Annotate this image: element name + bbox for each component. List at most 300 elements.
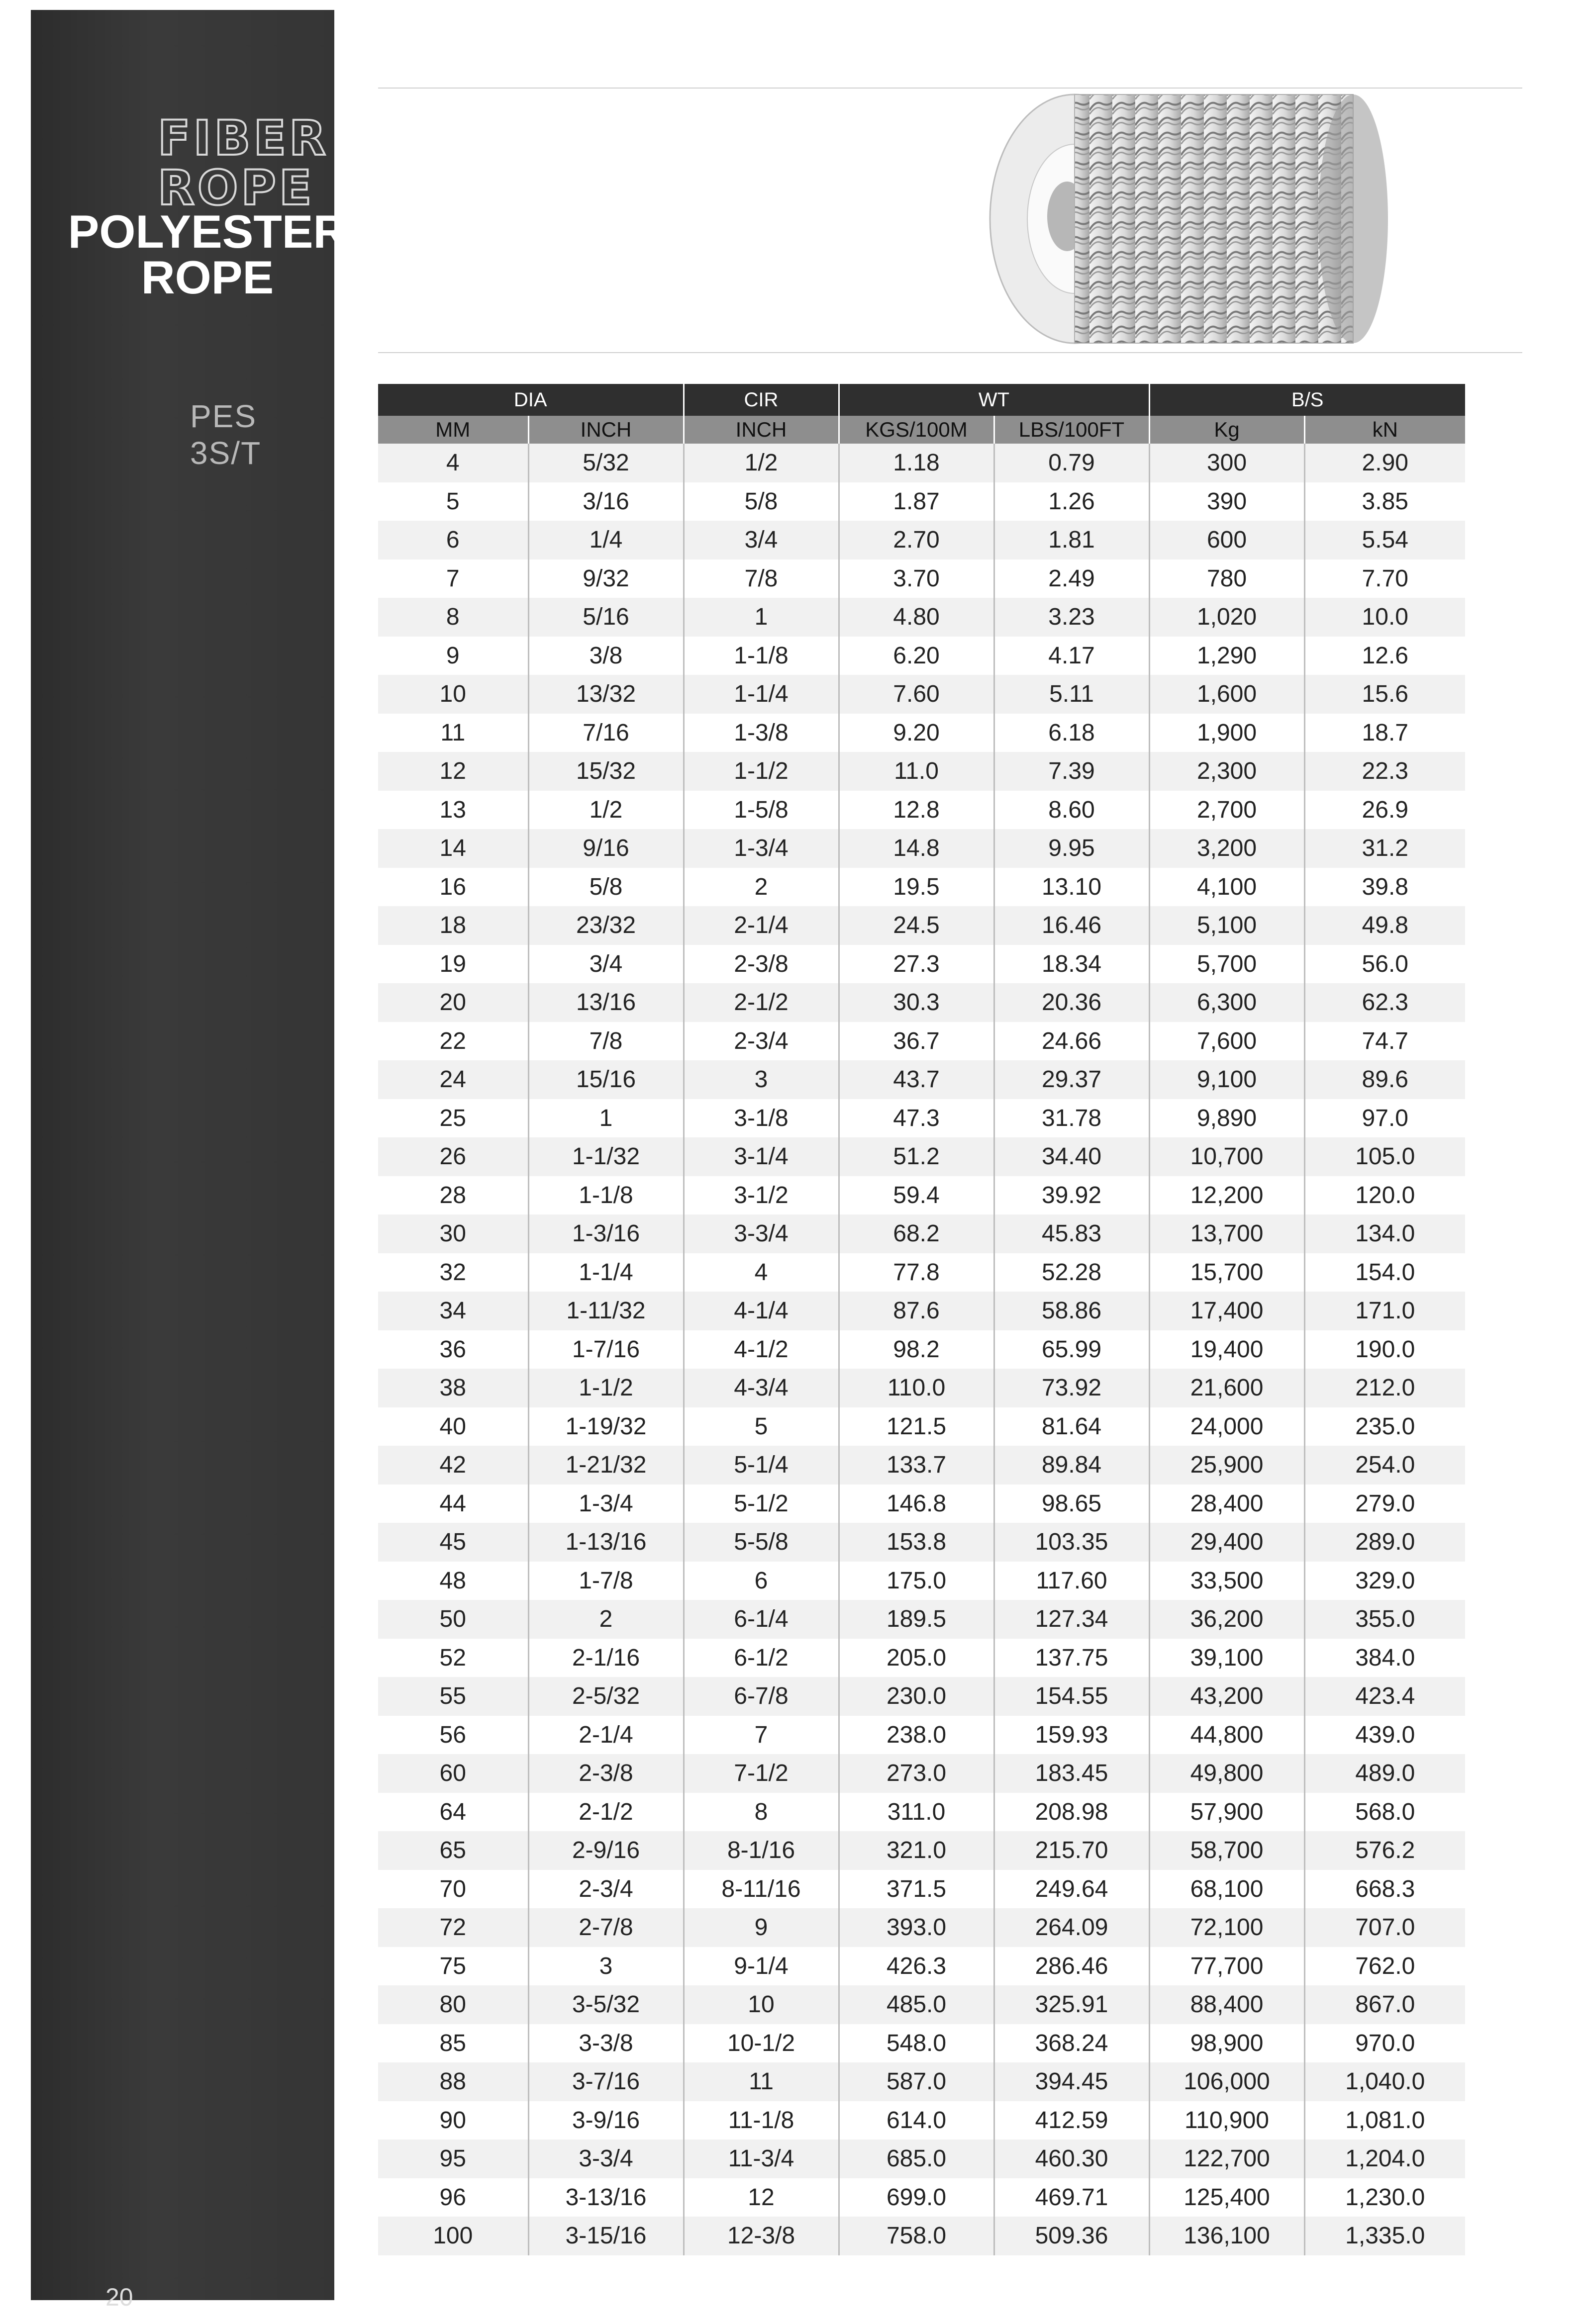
cell-mm: 25 bbox=[378, 1099, 528, 1138]
cell-mm: 13 bbox=[378, 791, 528, 830]
cell-lbs-100ft: 65.99 bbox=[994, 1330, 1149, 1369]
table-row bbox=[378, 1137, 1465, 1176]
cell-mm: 26 bbox=[378, 1137, 528, 1176]
cell-dia-inch: 2-5/32 bbox=[528, 1677, 684, 1716]
table-row bbox=[378, 2217, 1465, 2255]
cell-dia-inch: 15/16 bbox=[528, 1060, 684, 1099]
cell-mm: 32 bbox=[378, 1253, 528, 1292]
cell-mm: 5 bbox=[378, 482, 528, 521]
table-row bbox=[378, 1022, 1465, 1061]
table-row bbox=[378, 1831, 1465, 1870]
cell-cir-inch: 2 bbox=[684, 868, 839, 907]
page-title-line2: ROPE bbox=[141, 251, 274, 303]
cell-bs-kg: 1,600 bbox=[1149, 675, 1304, 714]
cell-kgs-100m: 146.8 bbox=[839, 1485, 994, 1523]
cell-lbs-100ft: 215.70 bbox=[994, 1831, 1149, 1870]
cell-bs-kn: 489.0 bbox=[1304, 1754, 1465, 1793]
cell-mm: 65 bbox=[378, 1831, 528, 1870]
cell-dia-inch: 2-1/2 bbox=[528, 1793, 684, 1832]
cell-cir-inch: 1 bbox=[684, 598, 839, 637]
cell-bs-kn: 171.0 bbox=[1304, 1292, 1465, 1330]
cell-lbs-100ft: 13.10 bbox=[994, 868, 1149, 907]
cell-mm: 34 bbox=[378, 1292, 528, 1330]
table-row bbox=[378, 1754, 1465, 1793]
cell-kgs-100m: 43.7 bbox=[839, 1060, 994, 1099]
cell-kgs-100m: 36.7 bbox=[839, 1022, 994, 1061]
table-row bbox=[378, 1485, 1465, 1523]
cell-lbs-100ft: 0.79 bbox=[994, 444, 1149, 482]
cell-bs-kn: 31.2 bbox=[1304, 829, 1465, 868]
cell-bs-kg: 780 bbox=[1149, 559, 1304, 598]
cell-kgs-100m: 98.2 bbox=[839, 1330, 994, 1369]
cell-kgs-100m: 311.0 bbox=[839, 1793, 994, 1832]
cell-mm: 80 bbox=[378, 1985, 528, 2024]
cell-kgs-100m: 614.0 bbox=[839, 2101, 994, 2140]
cell-dia-inch: 15/32 bbox=[528, 752, 684, 791]
cell-kgs-100m: 1.18 bbox=[839, 444, 994, 482]
cell-mm: 11 bbox=[378, 714, 528, 752]
cell-lbs-100ft: 412.59 bbox=[994, 2101, 1149, 2140]
cell-lbs-100ft: 394.45 bbox=[994, 2062, 1149, 2101]
cell-dia-inch: 9/16 bbox=[528, 829, 684, 868]
cell-mm: 7 bbox=[378, 559, 528, 598]
cell-bs-kn: 762.0 bbox=[1304, 1947, 1465, 1986]
cell-dia-inch: 1-1/4 bbox=[528, 1253, 684, 1292]
cell-bs-kg: 17,400 bbox=[1149, 1292, 1304, 1330]
cell-cir-inch: 3-1/2 bbox=[684, 1176, 839, 1215]
cell-mm: 14 bbox=[378, 829, 528, 868]
cell-dia-inch: 3-3/4 bbox=[528, 2139, 684, 2178]
table-row bbox=[378, 1985, 1465, 2024]
cell-kgs-100m: 47.3 bbox=[839, 1099, 994, 1138]
table-row bbox=[378, 1099, 1465, 1138]
cell-kgs-100m: 133.7 bbox=[839, 1446, 994, 1485]
table-row bbox=[378, 945, 1465, 984]
cell-cir-inch: 10 bbox=[684, 1985, 839, 2024]
cell-cir-inch: 3 bbox=[684, 1060, 839, 1099]
cell-bs-kg: 9,890 bbox=[1149, 1099, 1304, 1138]
cell-bs-kg: 6,300 bbox=[1149, 983, 1304, 1022]
column-header-mm: MM bbox=[378, 416, 528, 444]
cell-cir-inch: 4-3/4 bbox=[684, 1369, 839, 1407]
dia-group-header: DIA bbox=[378, 384, 684, 416]
cell-cir-inch: 8-1/16 bbox=[684, 1831, 839, 1870]
cell-kgs-100m: 685.0 bbox=[839, 2139, 994, 2178]
cell-dia-inch: 3-5/32 bbox=[528, 1985, 684, 2024]
cell-bs-kn: 576.2 bbox=[1304, 1831, 1465, 1870]
cell-kgs-100m: 110.0 bbox=[839, 1369, 994, 1407]
cell-dia-inch: 2-7/8 bbox=[528, 1908, 684, 1947]
brand-logo-line1: FIBER bbox=[158, 110, 329, 166]
table-row bbox=[378, 2101, 1465, 2140]
cell-lbs-100ft: 103.35 bbox=[994, 1523, 1149, 1562]
cell-mm: 18 bbox=[378, 906, 528, 945]
cell-mm: 85 bbox=[378, 2024, 528, 2063]
cell-lbs-100ft: 73.92 bbox=[994, 1369, 1149, 1407]
cell-cir-inch: 7 bbox=[684, 1716, 839, 1755]
cell-kgs-100m: 758.0 bbox=[839, 2217, 994, 2255]
cell-bs-kg: 43,200 bbox=[1149, 1677, 1304, 1716]
cell-bs-kg: 25,900 bbox=[1149, 1446, 1304, 1485]
cell-kgs-100m: 12.8 bbox=[839, 791, 994, 830]
cell-mm: 64 bbox=[378, 1793, 528, 1832]
cell-lbs-100ft: 7.39 bbox=[994, 752, 1149, 791]
cell-bs-kn: 10.0 bbox=[1304, 598, 1465, 637]
cell-bs-kn: 254.0 bbox=[1304, 1446, 1465, 1485]
cell-dia-inch: 2-3/4 bbox=[528, 1870, 684, 1909]
cell-dia-inch: 7/8 bbox=[528, 1022, 684, 1061]
cell-bs-kg: 2,300 bbox=[1149, 752, 1304, 791]
table-row bbox=[378, 521, 1465, 559]
cell-cir-inch: 9-1/4 bbox=[684, 1947, 839, 1986]
cell-bs-kn: 120.0 bbox=[1304, 1176, 1465, 1215]
cell-cir-inch: 5 bbox=[684, 1407, 839, 1446]
cell-mm: 30 bbox=[378, 1214, 528, 1253]
cell-lbs-100ft: 249.64 bbox=[994, 1870, 1149, 1909]
table-row bbox=[378, 868, 1465, 907]
cell-kgs-100m: 153.8 bbox=[839, 1523, 994, 1562]
cell-kgs-100m: 393.0 bbox=[839, 1908, 994, 1947]
cell-mm: 9 bbox=[378, 637, 528, 675]
cell-lbs-100ft: 6.18 bbox=[994, 714, 1149, 752]
cell-bs-kg: 88,400 bbox=[1149, 1985, 1304, 2024]
table-row bbox=[378, 791, 1465, 830]
cell-mm: 22 bbox=[378, 1022, 528, 1061]
cell-cir-inch: 5-1/4 bbox=[684, 1446, 839, 1485]
cell-lbs-100ft: 1.81 bbox=[994, 521, 1149, 559]
cell-kgs-100m: 2.70 bbox=[839, 521, 994, 559]
cell-cir-inch: 6-7/8 bbox=[684, 1677, 839, 1716]
table-row bbox=[378, 675, 1465, 714]
column-header-kgs-100m: KGS/100M bbox=[839, 416, 994, 444]
cell-bs-kn: 1,204.0 bbox=[1304, 2139, 1465, 2178]
cell-bs-kg: 1,290 bbox=[1149, 637, 1304, 675]
table-row bbox=[378, 1639, 1465, 1677]
cell-bs-kn: 355.0 bbox=[1304, 1600, 1465, 1639]
cell-bs-kn: 970.0 bbox=[1304, 2024, 1465, 2063]
cell-dia-inch: 13/32 bbox=[528, 675, 684, 714]
page-title-line1: POLYESTER bbox=[68, 205, 347, 258]
cell-lbs-100ft: 39.92 bbox=[994, 1176, 1149, 1215]
cell-bs-kg: 1,900 bbox=[1149, 714, 1304, 752]
cell-cir-inch: 11-1/8 bbox=[684, 2101, 839, 2140]
cell-bs-kn: 74.7 bbox=[1304, 1022, 1465, 1061]
table-row bbox=[378, 1060, 1465, 1099]
cell-cir-inch: 11-3/4 bbox=[684, 2139, 839, 2178]
cell-cir-inch: 2-1/2 bbox=[684, 983, 839, 1022]
cell-bs-kg: 7,600 bbox=[1149, 1022, 1304, 1061]
cell-bs-kn: 97.0 bbox=[1304, 1099, 1465, 1138]
cell-dia-inch: 2-1/16 bbox=[528, 1639, 684, 1677]
cell-dia-inch: 5/8 bbox=[528, 868, 684, 907]
cell-cir-inch: 12-3/8 bbox=[684, 2217, 839, 2255]
cell-bs-kn: 1,230.0 bbox=[1304, 2178, 1465, 2217]
cell-bs-kg: 33,500 bbox=[1149, 1562, 1304, 1600]
cell-mm: 10 bbox=[378, 675, 528, 714]
cell-bs-kg: 1,020 bbox=[1149, 598, 1304, 637]
cell-dia-inch: 3-3/8 bbox=[528, 2024, 684, 2063]
cell-mm: 95 bbox=[378, 2139, 528, 2178]
cell-kgs-100m: 51.2 bbox=[839, 1137, 994, 1176]
table-row bbox=[378, 1908, 1465, 1947]
cell-kgs-100m: 230.0 bbox=[839, 1677, 994, 1716]
cell-bs-kn: 329.0 bbox=[1304, 1562, 1465, 1600]
table-row bbox=[378, 714, 1465, 752]
cell-kgs-100m: 7.60 bbox=[839, 675, 994, 714]
table-row bbox=[378, 2178, 1465, 2217]
cell-mm: 6 bbox=[378, 521, 528, 559]
cell-mm: 38 bbox=[378, 1369, 528, 1407]
cell-lbs-100ft: 24.66 bbox=[994, 1022, 1149, 1061]
cell-mm: 70 bbox=[378, 1870, 528, 1909]
cell-cir-inch: 1/2 bbox=[684, 444, 839, 482]
cell-bs-kg: 2,700 bbox=[1149, 791, 1304, 830]
cell-kgs-100m: 1.87 bbox=[839, 482, 994, 521]
table-row bbox=[378, 829, 1465, 868]
cell-kgs-100m: 548.0 bbox=[839, 2024, 994, 2063]
cell-cir-inch: 4-1/4 bbox=[684, 1292, 839, 1330]
cell-kgs-100m: 205.0 bbox=[839, 1639, 994, 1677]
product-code: PES 3S/T bbox=[190, 398, 262, 471]
cell-bs-kn: 49.8 bbox=[1304, 906, 1465, 945]
table-row bbox=[378, 2024, 1465, 2063]
column-header-kg: Kg bbox=[1149, 416, 1304, 444]
cell-lbs-100ft: 2.49 bbox=[994, 559, 1149, 598]
cell-cir-inch: 3-3/4 bbox=[684, 1214, 839, 1253]
cell-bs-kg: 10,700 bbox=[1149, 1137, 1304, 1176]
column-header-kn: kN bbox=[1304, 416, 1465, 444]
column-header-cir-inch: INCH bbox=[684, 416, 839, 444]
cell-dia-inch: 3/4 bbox=[528, 945, 684, 984]
cell-bs-kg: 58,700 bbox=[1149, 1831, 1304, 1870]
cell-dia-inch: 5/32 bbox=[528, 444, 684, 482]
cell-bs-kg: 300 bbox=[1149, 444, 1304, 482]
cell-kgs-100m: 30.3 bbox=[839, 983, 994, 1022]
cell-mm: 42 bbox=[378, 1446, 528, 1485]
cell-lbs-100ft: 3.23 bbox=[994, 598, 1149, 637]
cell-kgs-100m: 587.0 bbox=[839, 2062, 994, 2101]
cell-bs-kn: 423.4 bbox=[1304, 1677, 1465, 1716]
cell-lbs-100ft: 29.37 bbox=[994, 1060, 1149, 1099]
cell-lbs-100ft: 8.60 bbox=[994, 791, 1149, 830]
cell-kgs-100m: 9.20 bbox=[839, 714, 994, 752]
cell-bs-kg: 57,900 bbox=[1149, 1793, 1304, 1832]
cell-dia-inch: 1-3/16 bbox=[528, 1214, 684, 1253]
cell-cir-inch: 1-5/8 bbox=[684, 791, 839, 830]
cell-bs-kn: 26.9 bbox=[1304, 791, 1465, 830]
table-row bbox=[378, 1330, 1465, 1369]
cell-lbs-100ft: 368.24 bbox=[994, 2024, 1149, 2063]
cell-mm: 50 bbox=[378, 1600, 528, 1639]
cell-dia-inch: 3-7/16 bbox=[528, 2062, 684, 2101]
page-title bbox=[61, 205, 354, 303]
cell-bs-kn: 105.0 bbox=[1304, 1137, 1465, 1176]
cell-kgs-100m: 24.5 bbox=[839, 906, 994, 945]
cell-lbs-100ft: 1.26 bbox=[994, 482, 1149, 521]
cell-dia-inch: 1-21/32 bbox=[528, 1446, 684, 1485]
cell-bs-kg: 390 bbox=[1149, 482, 1304, 521]
cell-bs-kn: 154.0 bbox=[1304, 1253, 1465, 1292]
page-number: 20 bbox=[105, 2283, 133, 2311]
rope-coil-image bbox=[975, 85, 1398, 356]
cell-bs-kg: 44,800 bbox=[1149, 1716, 1304, 1755]
cell-cir-inch: 1-1/2 bbox=[684, 752, 839, 791]
cell-dia-inch: 3 bbox=[528, 1947, 684, 1986]
cell-dia-inch: 2 bbox=[528, 1600, 684, 1639]
cell-lbs-100ft: 89.84 bbox=[994, 1446, 1149, 1485]
cell-kgs-100m: 19.5 bbox=[839, 868, 994, 907]
cell-mm: 90 bbox=[378, 2101, 528, 2140]
cell-bs-kn: 62.3 bbox=[1304, 983, 1465, 1022]
cell-kgs-100m: 59.4 bbox=[839, 1176, 994, 1215]
table-row bbox=[378, 906, 1465, 945]
cell-lbs-100ft: 58.86 bbox=[994, 1292, 1149, 1330]
cell-mm: 100 bbox=[378, 2217, 528, 2255]
cell-cir-inch: 8-11/16 bbox=[684, 1870, 839, 1909]
cell-bs-kg: 125,400 bbox=[1149, 2178, 1304, 2217]
table-row bbox=[378, 637, 1465, 675]
cell-bs-kn: 707.0 bbox=[1304, 1908, 1465, 1947]
cell-dia-inch: 2-1/4 bbox=[528, 1716, 684, 1755]
cell-bs-kn: 12.6 bbox=[1304, 637, 1465, 675]
cell-lbs-100ft: 4.17 bbox=[994, 637, 1149, 675]
cell-cir-inch: 1-1/8 bbox=[684, 637, 839, 675]
cell-lbs-100ft: 81.64 bbox=[994, 1407, 1149, 1446]
cell-bs-kn: 56.0 bbox=[1304, 945, 1465, 984]
cell-mm: 60 bbox=[378, 1754, 528, 1793]
cell-cir-inch: 1-3/4 bbox=[684, 829, 839, 868]
cell-dia-inch: 1 bbox=[528, 1099, 684, 1138]
cell-bs-kn: 190.0 bbox=[1304, 1330, 1465, 1369]
table-row bbox=[378, 444, 1465, 482]
cell-lbs-100ft: 208.98 bbox=[994, 1793, 1149, 1832]
cell-mm: 75 bbox=[378, 1947, 528, 1986]
cell-bs-kn: 235.0 bbox=[1304, 1407, 1465, 1446]
cell-dia-inch: 7/16 bbox=[528, 714, 684, 752]
cell-bs-kg: 21,600 bbox=[1149, 1369, 1304, 1407]
cell-mm: 24 bbox=[378, 1060, 528, 1099]
table-row bbox=[378, 1793, 1465, 1832]
cell-mm: 19 bbox=[378, 945, 528, 984]
cell-dia-inch: 13/16 bbox=[528, 983, 684, 1022]
cell-bs-kn: 1,335.0 bbox=[1304, 2217, 1465, 2255]
cell-bs-kn: 212.0 bbox=[1304, 1369, 1465, 1407]
cell-bs-kn: 384.0 bbox=[1304, 1639, 1465, 1677]
cell-dia-inch: 3-9/16 bbox=[528, 2101, 684, 2140]
cell-dia-inch: 2-9/16 bbox=[528, 1831, 684, 1870]
cell-bs-kg: 106,000 bbox=[1149, 2062, 1304, 2101]
brand-logo-line2: ROPE bbox=[158, 160, 315, 216]
cell-kgs-100m: 68.2 bbox=[839, 1214, 994, 1253]
cell-cir-inch: 11 bbox=[684, 2062, 839, 2101]
cell-mm: 40 bbox=[378, 1407, 528, 1446]
table-row bbox=[378, 1407, 1465, 1446]
polyester-rope-spec-table bbox=[378, 384, 1465, 2255]
cell-cir-inch: 5/8 bbox=[684, 482, 839, 521]
cell-cir-inch: 12 bbox=[684, 2178, 839, 2217]
cell-bs-kg: 72,100 bbox=[1149, 1908, 1304, 1947]
table-row bbox=[378, 598, 1465, 637]
cell-bs-kg: 77,700 bbox=[1149, 1947, 1304, 1986]
cell-bs-kg: 600 bbox=[1149, 521, 1304, 559]
cell-bs-kg: 15,700 bbox=[1149, 1253, 1304, 1292]
cell-bs-kn: 289.0 bbox=[1304, 1523, 1465, 1562]
cell-cir-inch: 4-1/2 bbox=[684, 1330, 839, 1369]
table-row bbox=[378, 1292, 1465, 1330]
cell-cir-inch: 7-1/2 bbox=[684, 1754, 839, 1793]
cell-kgs-100m: 14.8 bbox=[839, 829, 994, 868]
cell-dia-inch: 1-7/16 bbox=[528, 1330, 684, 1369]
cell-bs-kn: 279.0 bbox=[1304, 1485, 1465, 1523]
cell-lbs-100ft: 154.55 bbox=[994, 1677, 1149, 1716]
cell-lbs-100ft: 5.11 bbox=[994, 675, 1149, 714]
cell-cir-inch: 9 bbox=[684, 1908, 839, 1947]
cell-cir-inch: 2-3/8 bbox=[684, 945, 839, 984]
cell-lbs-100ft: 264.09 bbox=[994, 1908, 1149, 1947]
table-row bbox=[378, 1870, 1465, 1909]
cell-cir-inch: 6-1/4 bbox=[684, 1600, 839, 1639]
cir-group-header: CIR bbox=[684, 384, 839, 416]
cell-bs-kn: 439.0 bbox=[1304, 1716, 1465, 1755]
cell-dia-inch: 1-1/8 bbox=[528, 1176, 684, 1215]
cell-cir-inch: 5-1/2 bbox=[684, 1485, 839, 1523]
cell-bs-kn: 39.8 bbox=[1304, 868, 1465, 907]
cell-lbs-100ft: 183.45 bbox=[994, 1754, 1149, 1793]
cell-kgs-100m: 485.0 bbox=[839, 1985, 994, 2024]
cell-kgs-100m: 4.80 bbox=[839, 598, 994, 637]
cell-bs-kn: 7.70 bbox=[1304, 559, 1465, 598]
cell-bs-kg: 13,700 bbox=[1149, 1214, 1304, 1253]
cell-bs-kn: 22.3 bbox=[1304, 752, 1465, 791]
cell-lbs-100ft: 325.91 bbox=[994, 1985, 1149, 2024]
cell-dia-inch: 1/2 bbox=[528, 791, 684, 830]
cell-lbs-100ft: 31.78 bbox=[994, 1099, 1149, 1138]
table-row bbox=[378, 1369, 1465, 1407]
table-row bbox=[378, 559, 1465, 598]
cell-bs-kg: 12,200 bbox=[1149, 1176, 1304, 1215]
cell-mm: 96 bbox=[378, 2178, 528, 2217]
cell-kgs-100m: 87.6 bbox=[839, 1292, 994, 1330]
cell-mm: 20 bbox=[378, 983, 528, 1022]
cell-lbs-100ft: 9.95 bbox=[994, 829, 1149, 868]
cell-kgs-100m: 273.0 bbox=[839, 1754, 994, 1793]
table-row bbox=[378, 983, 1465, 1022]
cell-cir-inch: 1-1/4 bbox=[684, 675, 839, 714]
cell-mm: 12 bbox=[378, 752, 528, 791]
cell-kgs-100m: 699.0 bbox=[839, 2178, 994, 2217]
cell-mm: 48 bbox=[378, 1562, 528, 1600]
cell-lbs-100ft: 18.34 bbox=[994, 945, 1149, 984]
cell-cir-inch: 10-1/2 bbox=[684, 2024, 839, 2063]
cell-dia-inch: 3/16 bbox=[528, 482, 684, 521]
cell-lbs-100ft: 16.46 bbox=[994, 906, 1149, 945]
cell-dia-inch: 3-13/16 bbox=[528, 2178, 684, 2217]
cell-bs-kn: 1,081.0 bbox=[1304, 2101, 1465, 2140]
cell-lbs-100ft: 45.83 bbox=[994, 1214, 1149, 1253]
cell-mm: 55 bbox=[378, 1677, 528, 1716]
cell-mm: 45 bbox=[378, 1523, 528, 1562]
cell-bs-kn: 668.3 bbox=[1304, 1870, 1465, 1909]
table-row bbox=[378, 1600, 1465, 1639]
cell-mm: 4 bbox=[378, 444, 528, 482]
cell-bs-kg: 122,700 bbox=[1149, 2139, 1304, 2178]
cell-kgs-100m: 6.20 bbox=[839, 637, 994, 675]
cell-bs-kg: 5,100 bbox=[1149, 906, 1304, 945]
cell-bs-kn: 15.6 bbox=[1304, 675, 1465, 714]
cell-lbs-100ft: 137.75 bbox=[994, 1639, 1149, 1677]
cell-bs-kg: 49,800 bbox=[1149, 1754, 1304, 1793]
sidebar-panel bbox=[31, 10, 347, 2311]
